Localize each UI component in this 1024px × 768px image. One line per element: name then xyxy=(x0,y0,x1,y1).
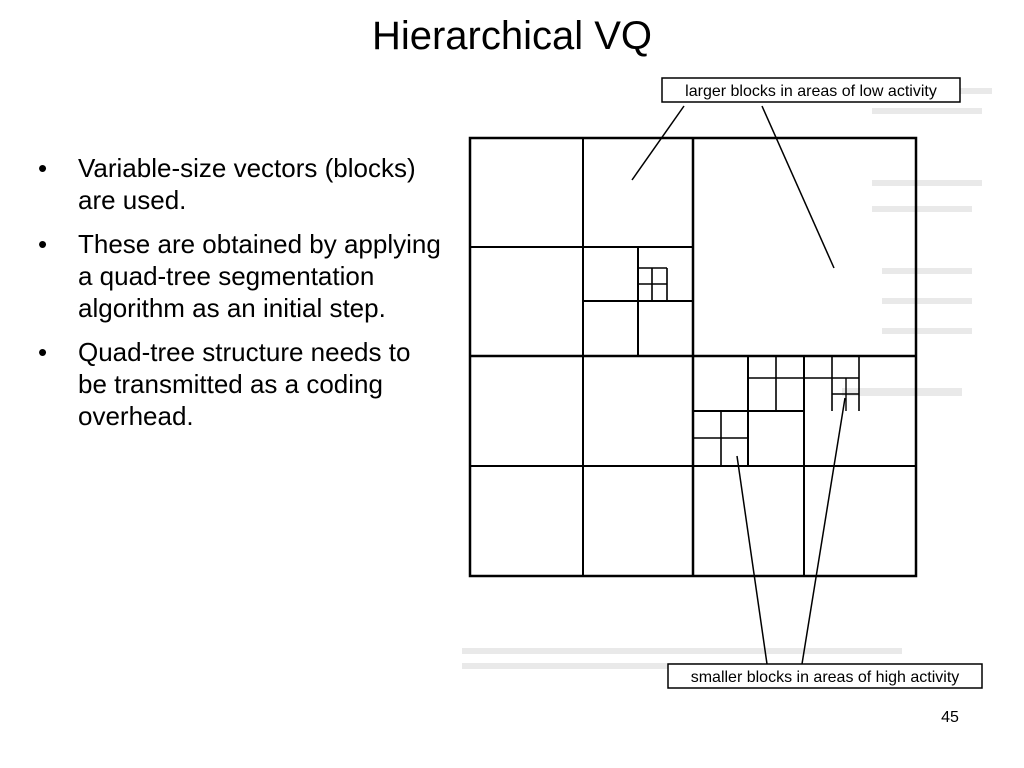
bullet-item xyxy=(34,152,444,216)
callout-leaders xyxy=(632,106,845,664)
bullet-marker: • xyxy=(38,229,48,259)
bullet-item xyxy=(34,336,444,432)
bullet-text: Quad-tree structure needs to be transmitted as a coding overhead. xyxy=(78,337,411,431)
bullet-item xyxy=(34,228,444,324)
quadtree-figure xyxy=(462,68,992,698)
quadtree-grid xyxy=(470,138,916,576)
top-callout xyxy=(662,78,960,102)
bullet-text: These are obtained by applying a quad-tree segmentation algorithm as an initial step. xyxy=(78,229,441,323)
bottom-callout xyxy=(668,664,982,688)
scan-background xyxy=(462,88,992,669)
slide-title: Hierarchical VQ xyxy=(371,14,653,58)
bottom-callout-text: smaller blocks in areas of high activity xyxy=(690,669,960,686)
bullet-list xyxy=(34,152,444,444)
bullet-marker: • xyxy=(38,337,48,367)
bullet-text: Variable-size vectors (blocks) are used. xyxy=(78,153,416,215)
bullet-marker: • xyxy=(38,153,48,183)
page-number: 45 xyxy=(941,709,959,726)
top-callout-text: larger blocks in areas of low activity xyxy=(685,83,937,100)
